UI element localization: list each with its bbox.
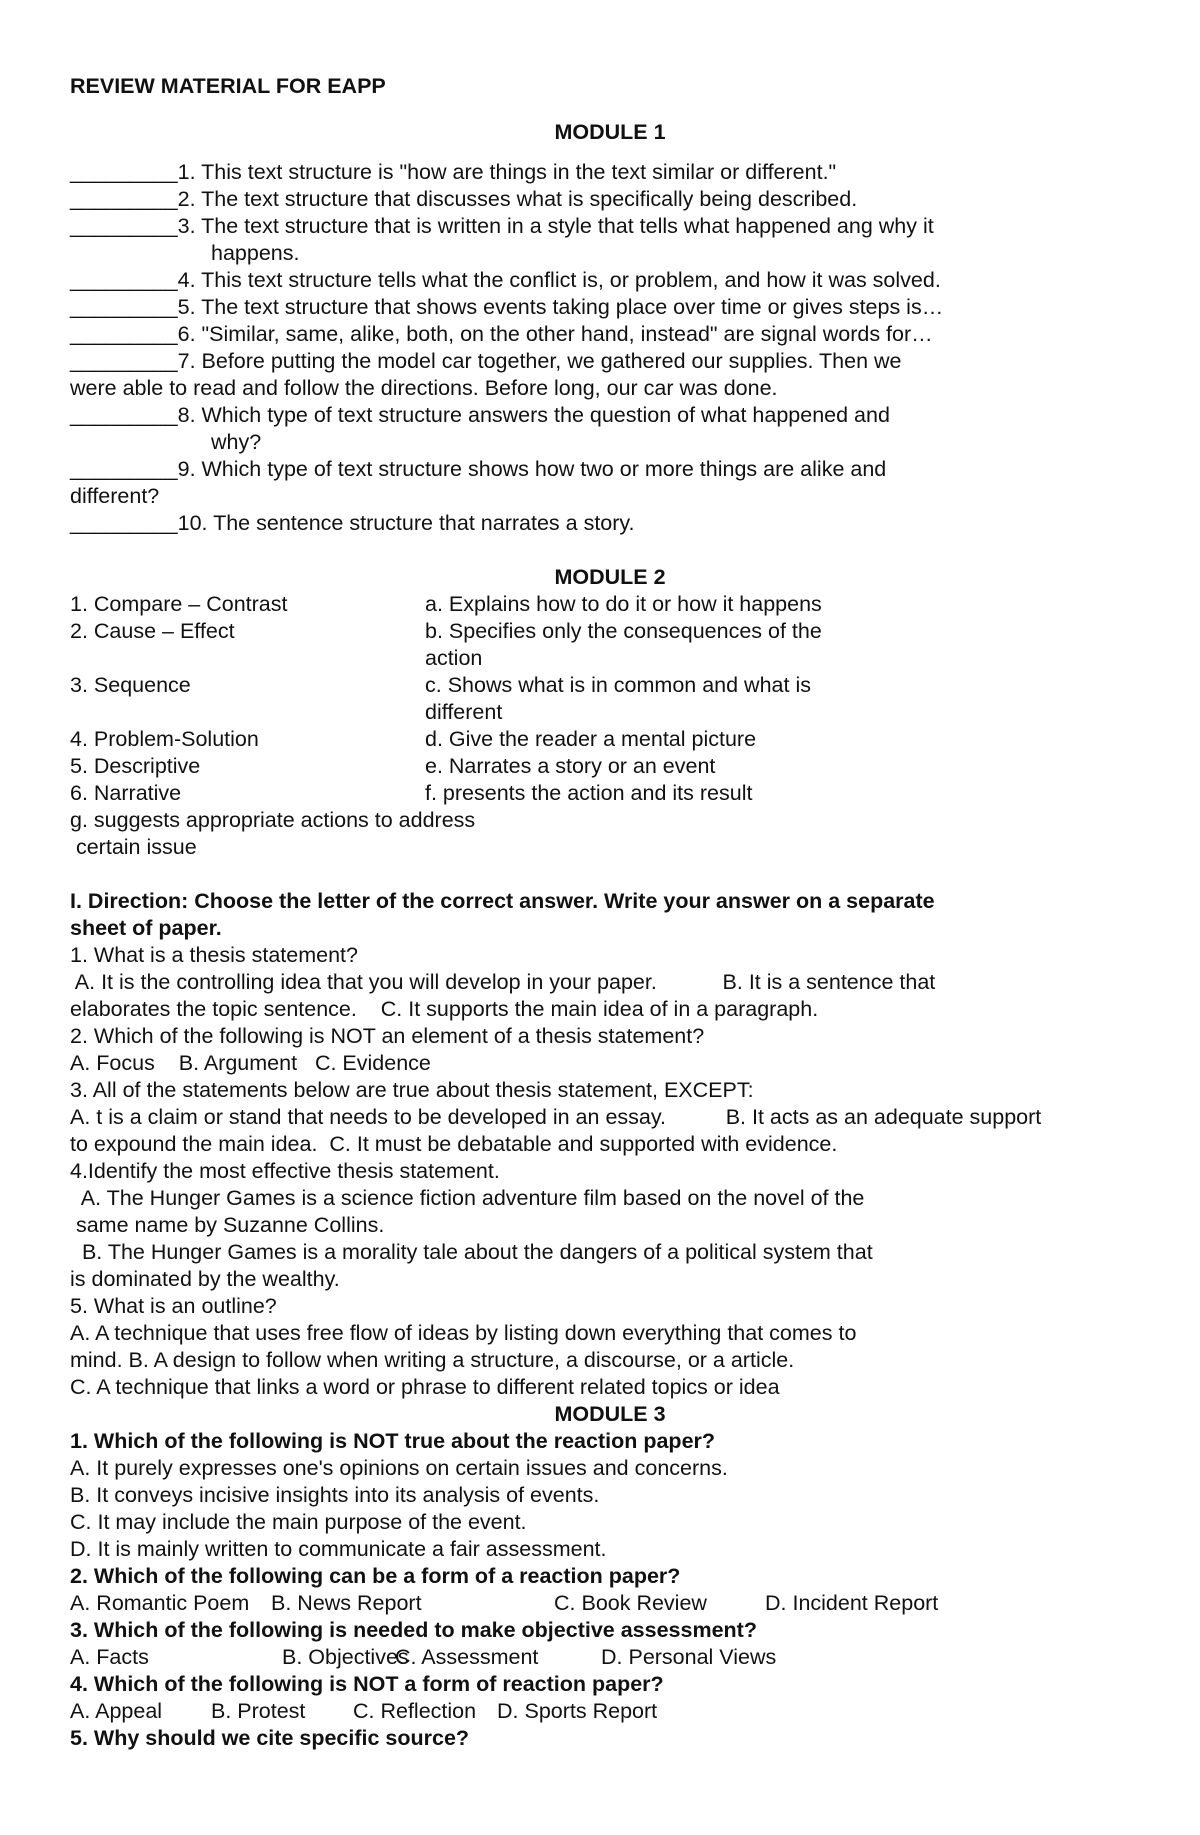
answer-options-row [70,1698,1150,1725]
module1-item: _________9. Which type of text structure shows how two or more things are alike and [70,457,887,481]
question-line: C. A technique that links a word or phrase to different related topics or idea [70,1375,780,1399]
answer-option: B. It conveys incisive insights into its analysis of events. [70,1483,600,1507]
question-line: A. t is a claim or stand that needs to be developed in an essay. B. It acts as an adequate support [70,1105,1042,1129]
matching-definition: e. Narrates a story or an event [425,754,716,778]
answer-option: C. Book Review [554,1591,707,1615]
answer-option: B. Objectives [282,1645,409,1669]
document-title: REVIEW MATERIAL FOR EAPP [70,74,386,98]
module1-item: _________1. This text structure is "how are things in the text similar or different." [70,160,837,184]
matching-term: 4. Problem-Solution [70,727,259,751]
matching-term: 3. Sequence [70,673,191,697]
matching-row [70,834,1150,861]
question-line: A. The Hunger Games is a science fiction adventure film based on the novel of the [70,1186,865,1210]
answer-option: B. News Report [271,1591,422,1615]
matching-definition: d. Give the reader a mental picture [425,727,757,751]
matching-term: g. suggests appropriate actions to address [70,808,476,832]
direction-instructions [70,888,1150,942]
matching-row [70,672,1150,699]
module2-matching-table [70,591,1150,861]
matching-row [70,726,1150,753]
question-line: 2. Which of the following is NOT an element of a thesis statement? [70,1024,705,1048]
matching-term: 5. Descriptive [70,754,201,778]
matching-definition: action [425,646,483,670]
question-line: 1. What is a thesis statement? [70,943,358,967]
matching-term: 6. Narrative [70,781,182,805]
module1-item: _________3. The text structure that is written in a style that tells what happened ang why it [70,214,934,238]
question-line: 3. All of the statements below are true about thesis statement, EXCEPT: [70,1078,754,1102]
answer-option: D. It is mainly written to communicate a fair assessment. [70,1537,607,1561]
matching-row [70,591,1150,618]
module1-item-continued: happens. [211,241,300,265]
matching-definition: c. Shows what is in common and what is [425,673,811,697]
module1-item: _________4. This text structure tells what the conflict is, or problem, and how it was solved. [70,268,941,292]
question-line: A. Focus B. Argument C. Evidence [70,1051,431,1075]
module1-item: _________10. The sentence structure that narrates a story. [70,511,635,535]
answer-option: D. Sports Report [497,1699,658,1723]
matching-row [70,618,1150,645]
answer-option: A. Facts [70,1645,149,1669]
question-stem: 1. Which of the following is NOT true about the reaction paper? [70,1429,716,1453]
module1-item-continued: different? [70,484,160,508]
question-line: same name by Suzanne Collins. [70,1213,385,1237]
question-stem: 3. Which of the following is needed to make objective assessment? [70,1618,757,1642]
matching-definition: different [425,700,503,724]
matching-definition: b. Specifies only the consequences of the [425,619,822,643]
module1-item: _________6. "Similar, same, alike, both, on the other hand, instead" are signal words for… [70,322,933,346]
matching-row [70,699,1150,726]
module1-heading: MODULE 1 [554,120,666,144]
answer-option: C. Reflection [353,1699,477,1723]
question-line: mind. B. A design to follow when writing a structure, a discourse, or a article. [70,1348,795,1372]
module2-questions [70,942,1150,1401]
module1-item: _________5. The text structure that shows events taking place over time or gives steps is… [70,295,944,319]
answer-option: B. Protest [211,1699,306,1723]
question-line: A. A technique that uses free flow of ideas by listing down everything that comes to [70,1321,857,1345]
question-line: 4.Identify the most effective thesis statement. [70,1159,500,1183]
question-line: is dominated by the wealthy. [70,1267,340,1291]
question-stem: 5. Why should we cite specific source? [70,1726,470,1750]
module1-item: _________2. The text structure that discusses what is specifically being described. [70,187,858,211]
answer-option: D. Personal Views [601,1645,777,1669]
answer-option: D. Incident Report [765,1591,939,1615]
matching-row [70,807,1150,834]
matching-definition: a. Explains how to do it or how it happens [425,592,822,616]
matching-term: certain issue [70,835,197,859]
question-stem: 4. Which of the following is NOT a form of reaction paper? [70,1672,664,1696]
matching-row [70,645,1150,672]
direction-line: I. Direction: Choose the letter of the correct answer. Write your answer on a separate [70,889,935,913]
matching-row [70,780,1150,807]
module1-item: _________8. Which type of text structure answers the question of what happened and [70,403,890,427]
matching-term: 1. Compare – Contrast [70,592,288,616]
question-line: to expound the main idea. C. It must be debatable and supported with evidence. [70,1132,838,1156]
answer-option: A. Appeal [70,1699,163,1723]
question-line: elaborates the topic sentence. C. It supports the main idea of in a paragraph. [70,997,819,1021]
module3-questions [70,1428,1150,1752]
module1-item-continued: were able to read and follow the directions. Before long, our car was done. [70,376,778,400]
answer-option: C. Assessment [395,1645,539,1669]
module2-heading: MODULE 2 [554,565,666,589]
question-line: A. It is the controlling idea that you will develop in your paper. B. It is a sentence that [70,970,936,994]
answer-option: C. It may include the main purpose of the event. [70,1510,527,1534]
answer-options-row [70,1590,1150,1617]
module1-item: _________7. Before putting the model car together, we gathered our supplies. Then we [70,349,902,373]
matching-term [70,645,425,672]
question-stem: 2. Which of the following can be a form of a reaction paper? [70,1564,681,1588]
answer-options-row [70,1644,1150,1671]
matching-row [70,753,1150,780]
answer-option: A. It purely expresses one's opinions on certain issues and concerns. [70,1456,728,1480]
matching-definition: f. presents the action and its result [425,781,753,805]
matching-term: 2. Cause – Effect [70,619,235,643]
module3-heading: MODULE 3 [554,1402,666,1426]
direction-line: sheet of paper. [70,916,222,940]
answer-option: A. Romantic Poem [70,1591,250,1615]
module1-item-continued: why? [211,430,262,454]
question-line: 5. What is an outline? [70,1294,277,1318]
module1-items [70,159,1150,537]
question-line: B. The Hunger Games is a morality tale about the dangers of a political system that [70,1240,873,1264]
matching-term [70,699,425,726]
document-content [70,73,1150,1752]
